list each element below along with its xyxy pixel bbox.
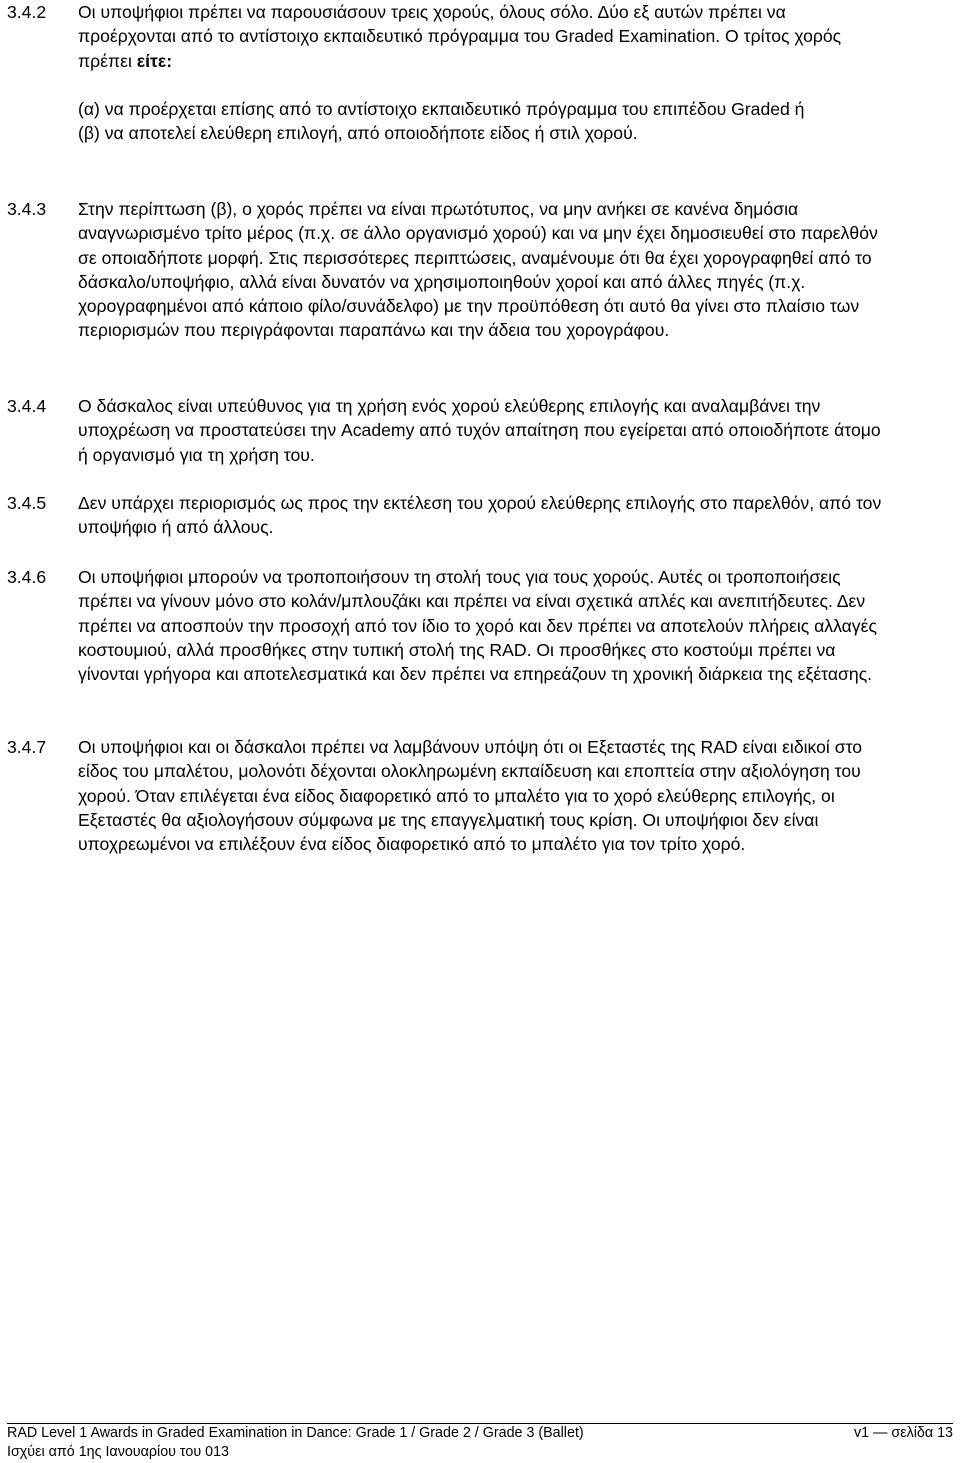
section-3-4-5 xyxy=(7,491,937,540)
section-3-4-3 xyxy=(7,197,937,343)
section-3-4-6 xyxy=(7,565,937,686)
emphasis-text: είτε: xyxy=(136,50,173,71)
section-number: 3.4.4 xyxy=(7,396,47,416)
footer-page-number: v1 — σελίδα 13 xyxy=(854,1425,953,1441)
section-number: 3.4.6 xyxy=(7,567,47,587)
section-3-4-4 xyxy=(7,394,937,467)
section-number: 3.4.3 xyxy=(7,199,47,219)
page-footer xyxy=(7,1423,953,1463)
section-text: Οι υποψήφιοι και οι δάσκαλοι πρέπει να λαμβάνουν υπόψη ότι οι Εξεταστές της RAD είναι ειδικοί στο είδος του μπαλέτου, μολονότι δέχονται ολοκληρωμένη εκπαίδευση και εποπτεία στην αξιολόγηση του χορού. Όταν επιλέγεται ένα είδος διαφορετικό από το μπαλέτο για το χορό ελεύθερης επιλογής, οι Εξεταστές θα αξιολογήσουν σύμφωνα με της επαγγελματική τους κρίση. Οι υποψήφιοι δεν είναι υποχρεωμένοι να επιλέξουν ένα είδος διαφορετικό από το μπαλέτο για τον τρίτο χορό. xyxy=(78,737,863,855)
section-3-4-2 xyxy=(7,0,937,145)
section-number: 3.4.5 xyxy=(7,493,47,513)
footer-rule xyxy=(7,1423,953,1443)
section-number: 3.4.2 xyxy=(7,2,47,22)
section-text: Ο δάσκαλος είναι υπεύθυνος για τη χρήση ενός χορού ελεύθερης επιλογής και αναλαμβάνει την υποχρέωση να προστατεύσει την Academy από τυχόν απαίτηση που εγείρεται από οποιοδήποτε άτομο ή οργανισμό για τη χρήση του. xyxy=(78,396,881,465)
section-text xyxy=(78,0,883,145)
option-b: (β) να αποτελεί ελεύθερη επιλογή, από οποιοδήποτε είδος ή στιλ χορού. xyxy=(78,123,638,144)
section-text: Στην περίπτωση (β), ο χορός πρέπει να είναι πρωτότυπος, να μην ανήκει σε κανένα δημόσια αναγνωρισμένο τρίτο μέρος (π.χ. σε άλλο οργανισμό χορού) και να μην έχει δημοσιευθεί στο παρελθόν σε οποιαδήποτε μορφή. Στις περισσότερες περιπτώσεις, αναμένουμε ότι θα έχει χορογραφηθεί από το δάσκαλο/υποψήφιο, αλλά είναι δυνατόν να χρησιμοποιηθούν χοροί και από άλλες πηγές (π.χ. χορογραφημένοι από κάποιο φίλο/συνάδελφο) με την προϋπόθεση ότι αυτό θα γίνει στο πλαίσιο των περιορισμών που περιγράφονται παραπάνω και την άδεια του χορογράφου. xyxy=(78,199,878,341)
footer-effective-date: Ισχύει από 1ης Ιανουαρίου του 013 xyxy=(7,1444,229,1460)
section-text: Οι υποψήφιοι μπορούν να τροποποιήσουν τη στολή τους για τους χορούς. Αυτές οι τροποποιήσεις πρέπει να γίνουν μόνο στο κολάν/μπλουζάκι και πρέπει να είναι σχετικά απλές και ανεπιτήδευτες. Δεν πρέπει να αποσπούν την προσοχή από τον ίδιο το χορό και δεν πρέπει να αποτελούν πλήρεις αλλαγές κοστουμιού, αλλά προσθήκες στην τυπική στολή της RAD. Οι προσθήκες στο κοστούμι πρέπει να γίνονται γρήγορα και αποτελεσματικά και δεν πρέπει να επηρεάζουν τη χρονική διάρκεια της εξέτασης. xyxy=(78,567,877,685)
section-text: Δεν υπάρχει περιορισμός ως προς την εκτέλεση του χορού ελεύθερης επιλογής στο παρελθόν, από τον υποψήφιο ή από άλλους. xyxy=(78,493,882,538)
section-3-4-7 xyxy=(7,735,937,856)
footer-title: RAD Level 1 Awards in Graded Examination in Dance: Grade 1 / Grade 2 / Grade 3 (Ballet) xyxy=(7,1425,584,1441)
option-a: (α) να προέρχεται επίσης από το αντίστοιχο εκπαιδευτικό πρόγραμμα του επιπέδου Graded ή xyxy=(78,98,805,119)
section-number: 3.4.7 xyxy=(7,737,47,757)
section-intro: Οι υποψήφιοι πρέπει να παρουσιάσουν τρεις χορούς, όλους σόλο. Δύο εξ αυτών πρέπει να προέρχονται από το αντίστοιχο εκπαιδευτικό πρόγραμμα του Graded Examination. Ο τρίτος χορός πρέπει xyxy=(78,2,842,71)
